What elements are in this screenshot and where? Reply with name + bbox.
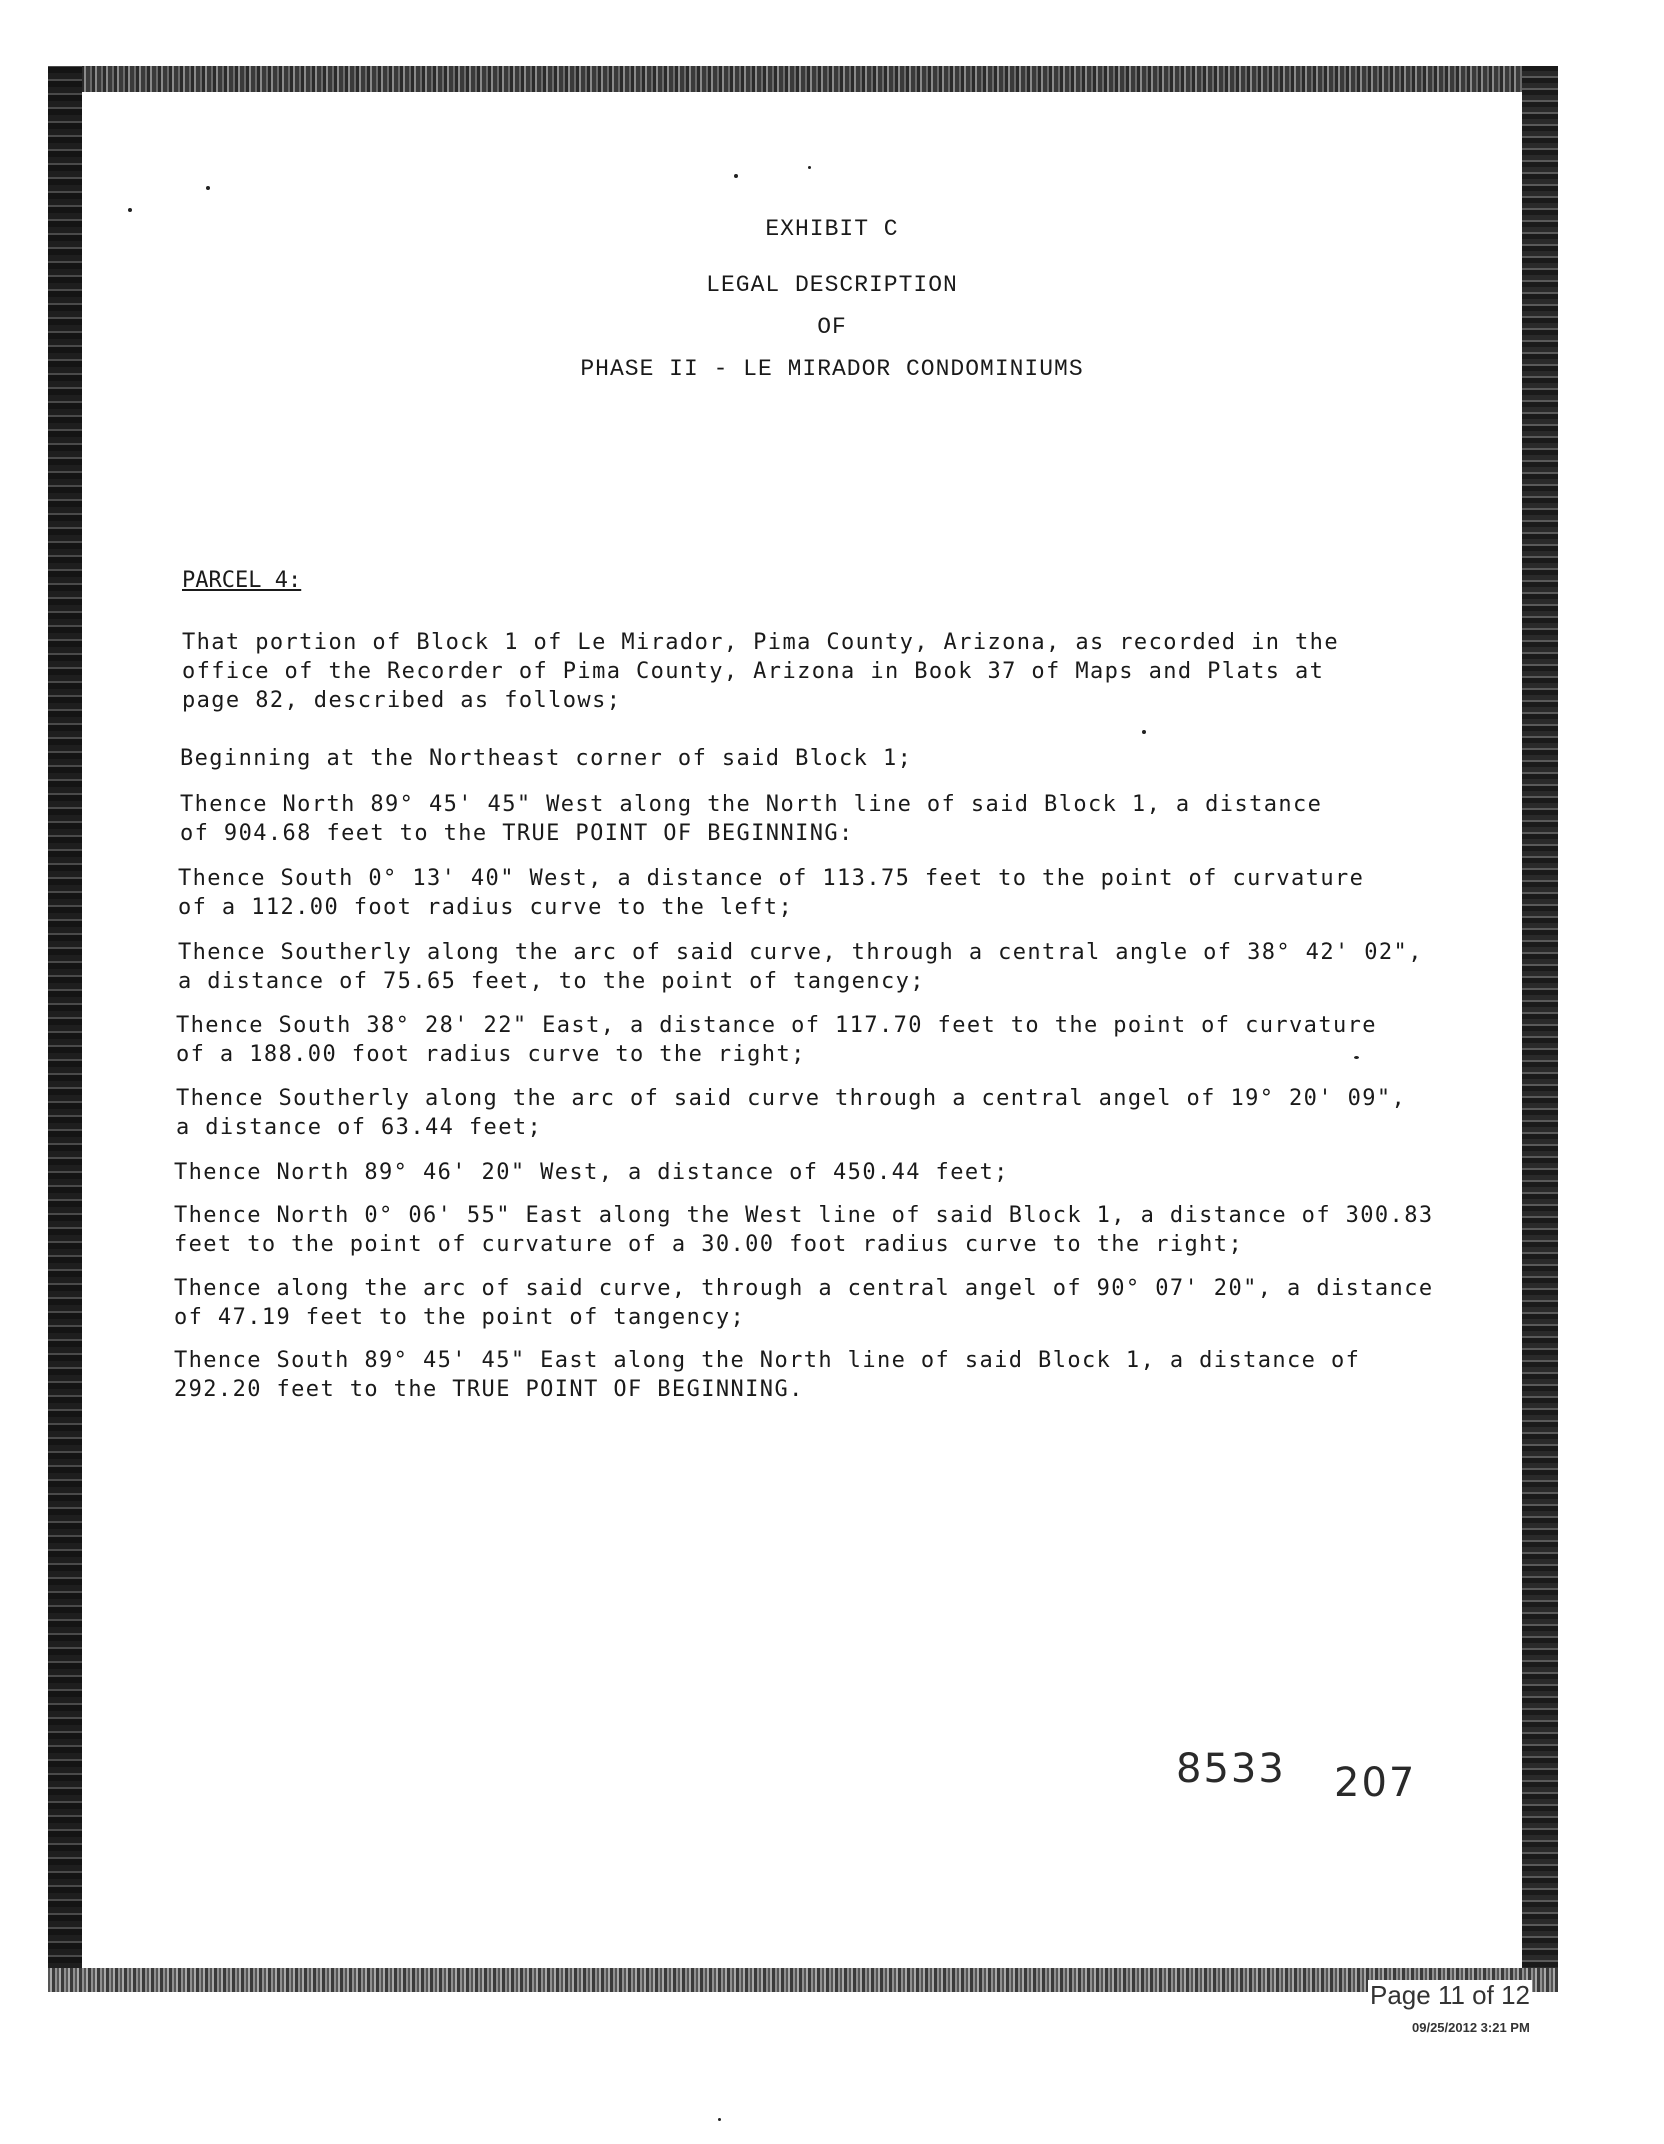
- document-title: LEGAL DESCRIPTION: [706, 272, 958, 298]
- paragraph-course-1: Thence North 89° 45' 45" West along the North line of said Block 1, a distance of 904.68 feet to the TRUE POINT OF BEGINNING:: [180, 792, 1323, 846]
- scan-speck: [1142, 730, 1146, 734]
- paragraph-course-5: Thence Southerly along the arc of said curve through a central angel of 19° 20' 09", a distance of 63.44 feet;: [176, 1086, 1407, 1140]
- paragraph-course-9: Thence South 89° 45' 45" East along the North line of said Block 1, a distance of 292.20 feet to the TRUE POINT OF BEGINNING.: [174, 1348, 1361, 1402]
- title-connector: OF: [817, 314, 847, 340]
- scan-border-right: [1522, 66, 1558, 1991]
- scan-speck: [128, 208, 132, 212]
- document-subtitle: PHASE II - LE MIRADOR CONDOMINIUMS: [580, 356, 1084, 382]
- exhibit-heading: EXHIBIT C: [765, 216, 899, 242]
- paragraph-beginning: Beginning at the Northeast corner of said Block 1;: [180, 746, 913, 771]
- scan-speck: [734, 174, 738, 178]
- paragraph-course-3: Thence Southerly along the arc of said curve, through a central angle of 38° 42' 02", a distance of 75.65 feet, to the point of tangency;: [178, 940, 1423, 994]
- paragraph-course-6: Thence North 89° 46' 20" West, a distance of 450.44 feet;: [174, 1160, 1009, 1185]
- paragraph-course-8: Thence along the arc of said curve, through a central angel of 90° 07' 20", a distance of 47.19 feet to the point of tangency;: [174, 1276, 1434, 1330]
- paragraph-course-4: Thence South 38° 28' 22" East, a distance of 117.70 feet to the point of curvature of a 188.00 foot radius curve to the right;: [176, 1013, 1377, 1067]
- scan-speck: [718, 2118, 721, 2121]
- paragraph-course-7: Thence North 0° 06' 55" East along the West line of said Block 1, a distance of 300.83 feet to the point of curvature of a 30.00 foot radius curve to the right;: [174, 1203, 1434, 1257]
- paragraph-intro: That portion of Block 1 of Le Mirador, Pima County, Arizona, as recorded in the office of the Recorder of Pima County, Arizona in Book 37 of Maps and Plats at page 82, described as follows;: [182, 630, 1339, 713]
- scan-speck: [206, 186, 210, 190]
- recording-page-number: 207: [1334, 1760, 1417, 1806]
- scan-border-bottom: [48, 1968, 1558, 1992]
- page-indicator: Page 11 of 12: [1370, 1980, 1530, 2010]
- recording-book-number: 8533: [1176, 1746, 1286, 1792]
- scan-border-top: [48, 66, 1558, 92]
- scan-speck: [808, 166, 811, 169]
- print-timestamp: 09/25/2012 3:21 PM: [1412, 2020, 1530, 2035]
- scan-border-left: [48, 66, 82, 1991]
- parcel-label: PARCEL 4:: [182, 568, 302, 593]
- paragraph-course-2: Thence South 0° 13' 40" West, a distance of 113.75 feet to the point of curvature of a 112.00 foot radius curve to the left;: [178, 866, 1365, 920]
